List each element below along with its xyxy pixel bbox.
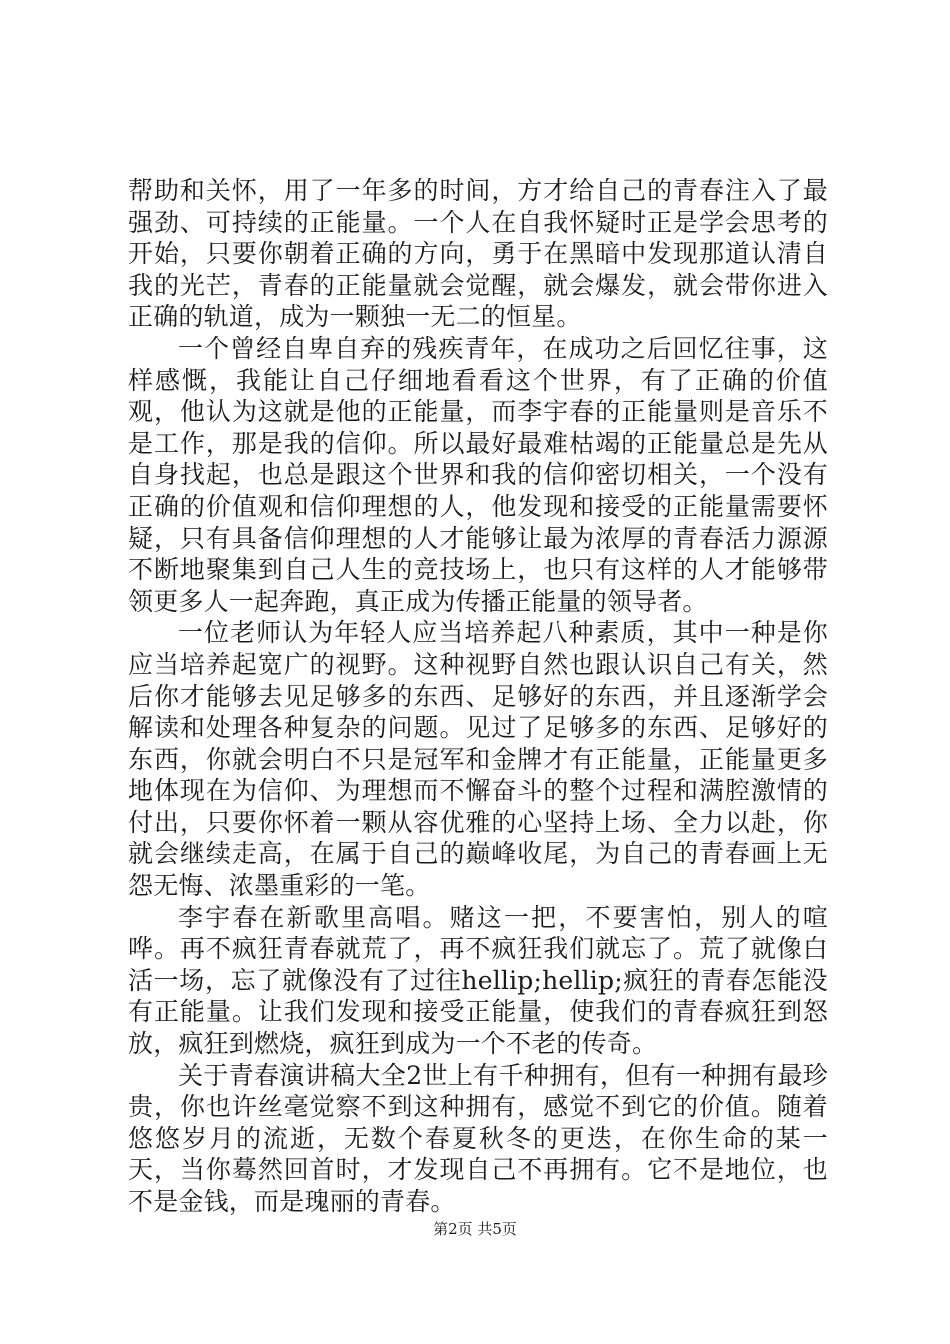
paragraph-2: 一个曾经自卑自弃的残疾青年，在成功之后回忆往事，这样感慨，我能让自己仔细地看看这个世界，有了正确的价值观，他认为这就是他的正能量，而李宇春的正能量则是音乐不是工作，那是我的信仰。所以最好最难枯竭的正能量总是先从自身找起，也总是跟这个世界和我的信仰密切相关，一个没有正确的价值观和信仰理想的人，他发现和接受的正能量需要怀疑，只有具备信仰理想的人才能够让最为浓厚的青春活力源源不断地聚集到自己人生的竞技场上，也只有这样的人才能够带领更多人一起奔跑，真正成为传播正能量的领导者。 — [128, 333, 828, 616]
paragraph-5: 关于青春演讲稿大全2世上有千种拥有，但有一种拥有最珍贵，你也许丝毫觉察不到这种拥有，感觉不到它的价值。随着悠悠岁月的流逝，无数个春夏秋冬的更迭，在你生命的某一天，当你蓦然回首时，才发现自己不再拥有。它不是地位，也不是金钱，而是瑰丽的青春。 — [128, 1060, 828, 1216]
paragraph-3: 一位老师认为年轻人应当培养起八种素质，其中一种是你应当培养起宽广的视野。这种视野自然也跟认识自己有关，然后你才能够去见足够多的东西、足够好的东西，并且逐渐学会解读和处理各种复杂的问题。见过了足够多的东西、足够好的东西，你就会明白不只是冠军和金牌才有正能量，正能量更多地体现在为信仰、为理想而不懈奋斗的整个过程和满腔激情的付出，只要你怀着一颗从容优雅的心坚持上场、全力以赴，你就会继续走高，在属于自己的巅峰收尾，为自己的青春画上无怨无悔、浓墨重彩的一笔。 — [128, 618, 828, 901]
page-footer: 第2页 共5页 — [433, 1220, 517, 1238]
paragraph-1: 帮助和关怀，用了一年多的时间，方才给自己的青春注入了最强劲、可持续的正能量。一个人在自我怀疑时正是学会思考的开始，只要你朝着正确的方向，勇于在黑暗中发现那道认清自我的光芒，青春的正能量就会觉醒，就会爆发，就会带你进入正确的轨道，成为一颗独一无二的恒星。 — [128, 176, 828, 332]
paragraph-4: 李宇春在新歌里高唱。赌这一把，不要害怕，别人的喧哗。再不疯狂青春就荒了，再不疯狂我们就忘了。荒了就像白活一场，忘了就像没有了过往hellip;hellip;疯狂的青春怎能没有正能量。让我们发现和接受正能量，使我们的青春疯狂到怒放，疯狂到燃烧，疯狂到成为一个不老的传奇。 — [128, 902, 828, 1059]
document-body — [128, 175, 828, 1218]
